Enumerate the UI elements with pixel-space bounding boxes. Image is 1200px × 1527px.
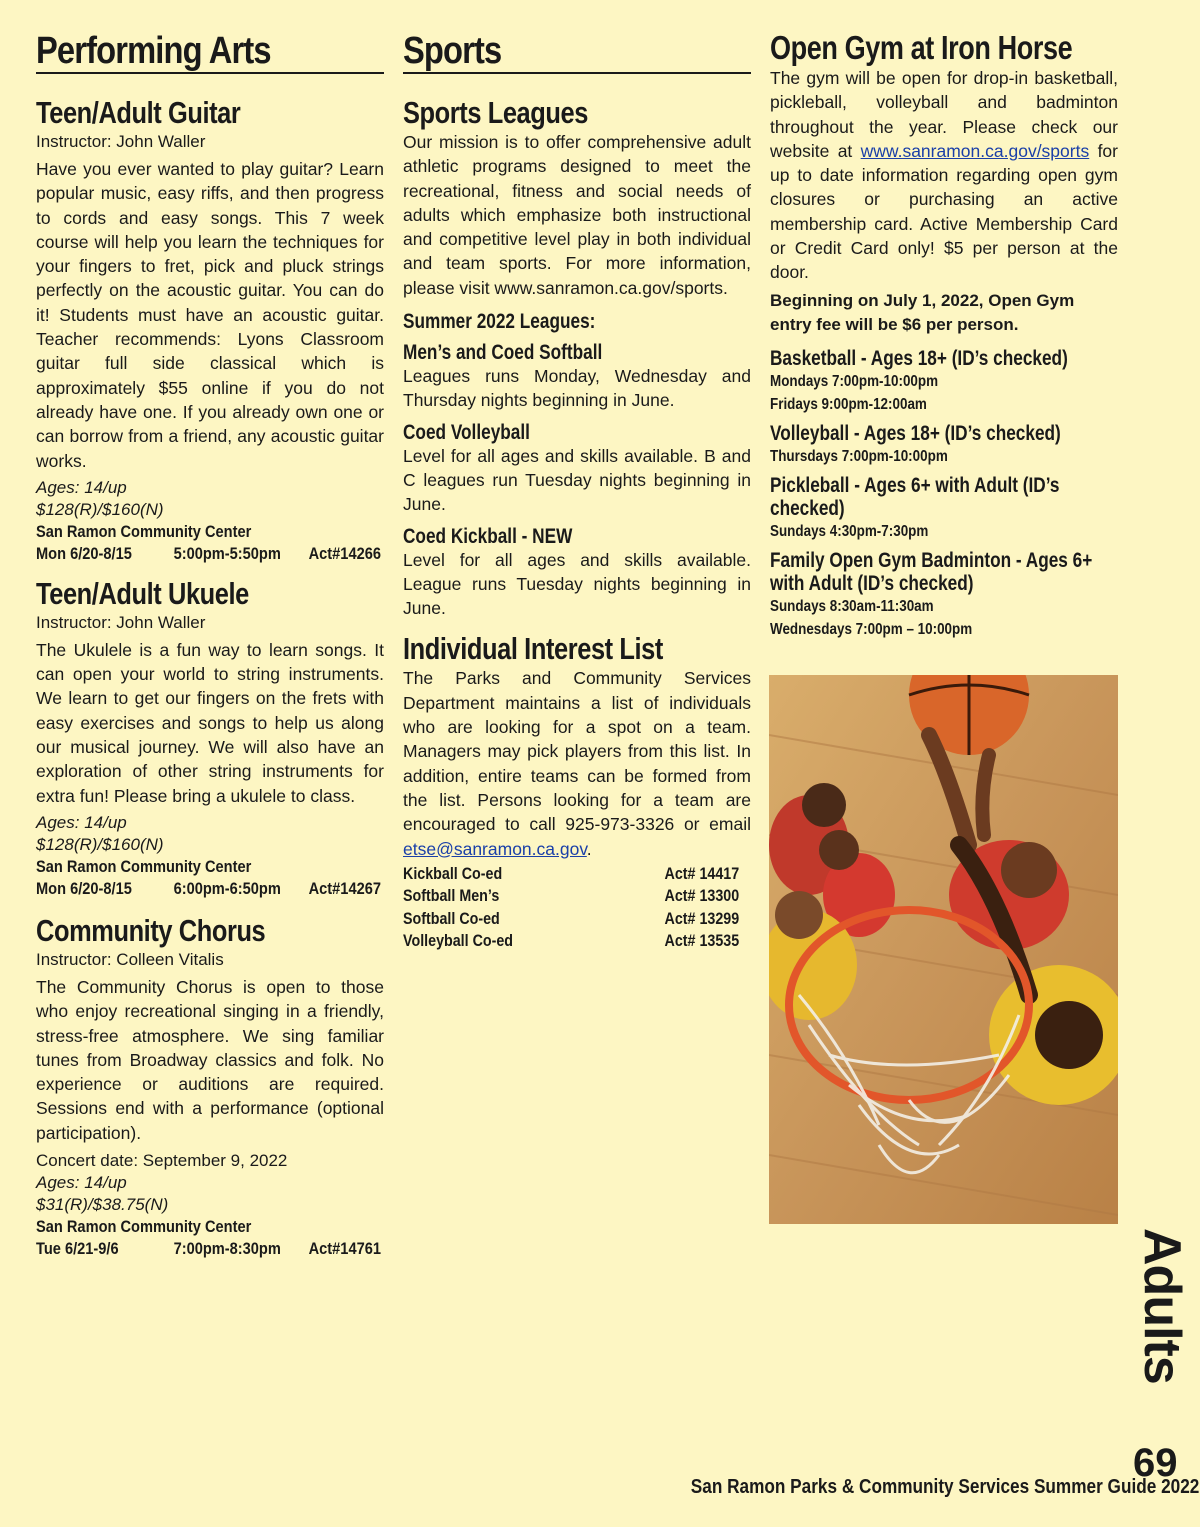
open-gym-text-before: The gym will be open for drop-in basketball, pickleball, volleyball and badminton throughout the year. Please check our website at [770, 68, 1118, 161]
chorus-schedule [36, 1238, 383, 1260]
open-gym-title: Open Gym at Iron Horse [770, 29, 1073, 66]
activity-act: Act# 13300 [664, 886, 740, 906]
email-link[interactable]: etse@sanramon.ca.gov [403, 838, 587, 859]
chorus-time: 7:00pm-8:30pm [173, 1239, 281, 1259]
kickball-text: Level for all ages and skills available. League runs Tuesday nights beginning in June. [403, 549, 751, 619]
chorus-dates: Tue 6/21-9/6 [36, 1239, 119, 1259]
chorus-ages: Ages: 14/up [36, 1173, 127, 1193]
badminton-time: Sundays 8:30am-11:30am [770, 597, 934, 615]
activity-row [403, 930, 739, 953]
basketball-time: Fridays 9:00pm-12:00am [770, 395, 927, 413]
ukulele-time: 6:00pm-6:50pm [173, 878, 281, 898]
guitar-fee: $128(R)/$160(N) [36, 499, 164, 519]
chorus-title: Community Chorus [36, 912, 266, 948]
guitar-course [36, 96, 384, 565]
summer-leagues-heading: Summer 2022 Leagues: [403, 310, 596, 334]
softball-title: Men’s and Coed Softball [403, 341, 603, 365]
ukulele-ages: Ages: 14/up [36, 812, 127, 832]
chorus-instructor: Instructor: Colleen Vitalis [36, 949, 224, 969]
ukulele-title: Teen/Adult Ukuele [36, 575, 249, 611]
basketball-title: Basketball - Ages 18+ (ID’s checked) [770, 346, 1068, 370]
badminton-title: Family Open Gym Badminton - Ages 6+ with Adult (ID’s checked) [770, 548, 1093, 595]
chorus-course [36, 914, 384, 1260]
chorus-location: San Ramon Community Center [36, 1217, 252, 1237]
activity-act: Act# 13299 [664, 908, 740, 928]
guitar-instructor: Instructor: John Waller [36, 132, 206, 151]
ukulele-description: The Ukulele is a fun way to learn songs. It can open your world to string instruments. We learn to get our fingers on the frets with easy exercises and songs to help us along our musical journey. We will also have an exploration of other string instruments for extra fun! Please bring a ukulele to class. [36, 639, 384, 806]
ukulele-course [36, 577, 384, 900]
activity-act: Act# 13535 [664, 931, 740, 951]
kickball-title: Coed Kickball - NEW [403, 524, 573, 548]
interest-text-before: The Parks and Community Services Department maintains a list of individuals who are looking for a spot on a team. Managers may pick players from this list. In addition, entire teams can be formed from the list. Persons looking for a team are encouraged to call 925-973-3326 or email [403, 668, 751, 835]
ukulele-fee: $128(R)/$160(N) [36, 834, 164, 854]
ukulele-schedule [36, 878, 383, 900]
volleyball-text: Level for all ages and skills available. B and C leagues run Tuesday nights beginning in June. [403, 445, 751, 515]
interest-list-title: Individual Interest List [403, 631, 663, 667]
guitar-description: Have you ever wanted to play guitar? Learn popular music, easy riffs, and then progress to cords and easy songs. This 7 week course will help you learn the techniques for your fingers to fret, pick and pluck strings perfectly on the acoustic guitar. You can do it! Students must have an acoustic guitar. Teacher recommends: Lyons Classroom guitar full side classical which is approximately $55 online if you do not already have one. If you already own one or can borrow from a friend, any acoustic guitar works. [36, 159, 384, 471]
open-gym-volleyball-time: Thursdays 7:00pm-10:00pm [770, 447, 948, 465]
performing-arts-heading: Performing Arts [36, 30, 271, 72]
ukulele-act: Act#14267 [308, 878, 381, 898]
open-gym-volleyball-title: Volleyball - Ages 18+ (ID’s checked) [770, 421, 1061, 445]
ukulele-dates: Mon 6/20-8/15 [36, 878, 132, 898]
activity-list [403, 863, 751, 953]
open-gym-fee-notice: Beginning on July 1, 2022, Open Gym entry fee will be $6 per person. [770, 290, 1075, 334]
guitar-ages: Ages: 14/up [36, 477, 127, 497]
sports-leagues-description: Our mission is to offer comprehensive adult athletic programs designed to meet the recreational, fitness and social needs of adults which emphasize both instructional and competitive level play in both individual and team sports. For more information, please visit www.sanramon.ca.gov/sports. [403, 132, 751, 298]
chorus-concert: Concert date: September 9, 2022 [36, 1151, 288, 1171]
open-gym-description [770, 66, 1118, 285]
open-gym-column [770, 30, 1118, 641]
sports-column [403, 28, 751, 953]
page-footer [608, 1474, 1200, 1500]
guitar-act: Act#14266 [308, 543, 381, 563]
activity-row [403, 908, 739, 931]
softball-text: Leagues runs Monday, Wednesday and Thursday nights beginning in June. [403, 366, 751, 411]
activity-row [403, 885, 739, 908]
page-number: 69 [1133, 1441, 1178, 1485]
activity-row [403, 863, 739, 886]
guitar-title: Teen/Adult Guitar [36, 95, 241, 130]
open-gym-text-after: for up to date information regarding open gym closures or purchasing an active membership card. Active Membership Card or Credit Card only! $5 per person at the door. [770, 140, 1118, 283]
basketball-photo [769, 675, 1118, 1224]
badminton-time: Wednesdays 7:00pm – 10:00pm [770, 620, 973, 638]
activity-act: Act# 14417 [664, 863, 740, 883]
guitar-schedule [36, 543, 383, 565]
guitar-dates: Mon 6/20-8/15 [36, 543, 132, 563]
chorus-fee: $31(R)/$38.75(N) [36, 1195, 169, 1215]
sports-website-link[interactable]: www.sanramon.ca.gov/sports [860, 140, 1090, 161]
section-tab-label: Adults [1133, 1228, 1191, 1384]
pickleball-title: Pickleball - Ages 6+ with Adult (ID’s checked) [770, 473, 1060, 520]
chorus-act: Act#14761 [308, 1239, 381, 1259]
guitar-location: San Ramon Community Center [36, 521, 252, 541]
activity-name: Kickball Co-ed [403, 863, 503, 883]
pickleball-time: Sundays 4:30pm-7:30pm [770, 522, 929, 540]
interest-list-description [403, 666, 751, 860]
ukulele-location: San Ramon Community Center [36, 856, 252, 876]
section-side-tab [1133, 1228, 1193, 1384]
chorus-description: The Community Chorus is open to those who enjoy recreational singing in a friendly, stress-free atmosphere. We sing familiar tunes from Broadway classics and folk. No experience or auditions are required. Sessions end with a performance (optional participation). [36, 976, 384, 1143]
basketball-time: Mondays 7:00pm-10:00pm [770, 372, 939, 390]
basketball-photo-illustration [769, 675, 1118, 1224]
sports-leagues-title: Sports Leagues [403, 95, 588, 130]
activity-name: Softball Men’s [403, 886, 500, 906]
footer-text: San Ramon Parks & Community Services Summer Guide 2022 [690, 1476, 1200, 1498]
performing-arts-column [36, 28, 384, 1260]
guitar-time: 5:00pm-5:50pm [173, 543, 281, 563]
sports-heading: Sports [403, 30, 502, 72]
activity-name: Softball Co-ed [403, 908, 500, 928]
volleyball-title: Coed Volleyball [403, 420, 530, 444]
activity-name: Volleyball Co-ed [403, 931, 514, 951]
sports-heading-wrap [403, 28, 751, 74]
performing-arts-heading-wrap [36, 28, 384, 74]
interest-text-after: . [586, 838, 592, 859]
ukulele-instructor: Instructor: John Waller [36, 612, 206, 632]
